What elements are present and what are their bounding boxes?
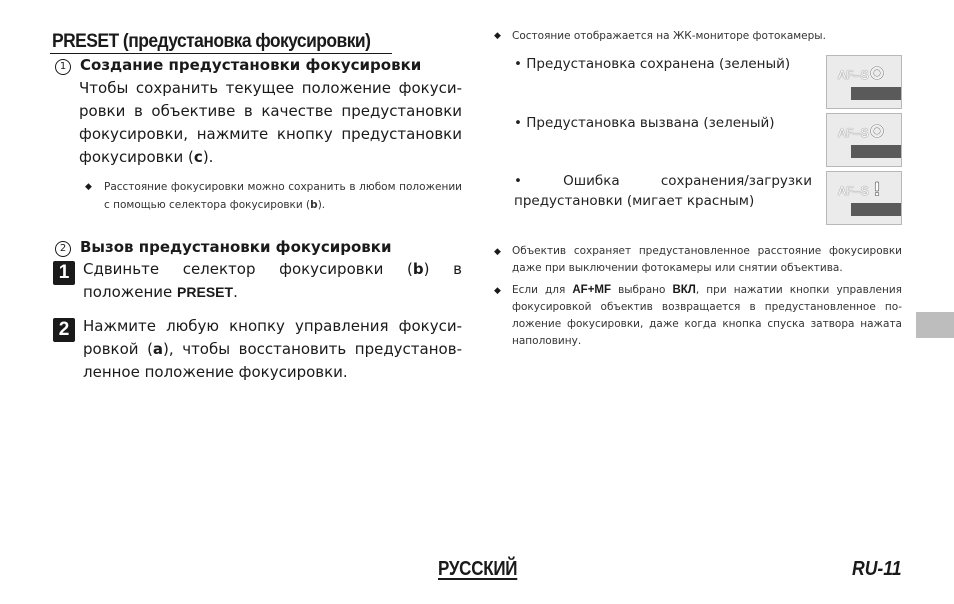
lcd-preview-recalled — [826, 113, 902, 167]
page-title: PRESET (предустановка фокусировки) — [52, 31, 371, 52]
section1-text-before: Чтобы сохранить текущее положение фокусировки в объективе в качестве предустановки фокусировки, нажмите кнопку предустановки фокусировки ( — [79, 79, 462, 166]
step1-text-middle: ) в положение — [83, 260, 462, 301]
section1-key-c: c — [193, 148, 203, 166]
step1-text-before: Сдвиньте селектор фокусировки ( — [83, 260, 413, 278]
step1-preset-value: PRESET — [177, 284, 234, 300]
exclamation-icon — [869, 181, 885, 197]
title-underline — [50, 53, 392, 54]
section1-note-key: b — [310, 199, 318, 211]
state-error-text: • Ошибка сохранения/загрузки предустановки (мигает красным) — [514, 173, 812, 209]
step2-text — [83, 315, 462, 384]
afmf-note-middle: выбрано — [611, 284, 673, 296]
lcd-preview-error — [826, 171, 902, 225]
step2-badge: 2 — [53, 318, 75, 342]
section-thumb-tab — [916, 312, 954, 338]
state-recalled-text: • Предустановка вызвана (зеленый) — [514, 115, 775, 131]
afmf-value: ВКЛ — [672, 284, 696, 296]
lcd-mode-label: AF–S — [838, 68, 869, 82]
section1-note-after: ). — [317, 199, 326, 211]
note-icon — [494, 282, 501, 300]
section1-text-after: ). — [202, 148, 214, 166]
afmf-note — [512, 282, 902, 350]
lcd-mode-label: AF–S — [838, 126, 869, 140]
afmf-note-after: , при нажатии кнопки управления фокусировкой объектив возвращается в предустановленное положение фокусировки, даже когда кнопка спуска затвора нажата наполовину. — [512, 284, 902, 347]
section1-heading-row — [55, 55, 421, 75]
focus-preset-ring-icon — [869, 123, 885, 139]
section2-heading-row — [55, 237, 391, 257]
afmf-note-before: Если для — [512, 284, 573, 296]
step1-badge: 1 — [53, 261, 75, 285]
step2-text-before: Нажмите любую кнопку управления фокусировкой ( — [83, 317, 462, 358]
status-note: Состояние отображается на ЖК-мониторе фотокамеры. — [512, 30, 826, 42]
lcd-bar — [851, 145, 901, 158]
lcd-bar — [851, 203, 901, 216]
step1-text-after: . — [233, 283, 238, 301]
step1-text — [83, 258, 462, 304]
section1-heading: Создание предустановки фокусировки — [80, 56, 422, 74]
section1-note-before: Расстояние фокусировки можно сохранить в любом положении с помощью селектора фокусировки ( — [104, 181, 462, 211]
step2-text-after: ), чтобы восстановить предустановленное положение фокусировки. — [83, 340, 462, 381]
memory-note: Объектив сохраняет предустановленное расстояние фокусировки даже при выключении фотокамеры или снятии объектива. — [512, 245, 902, 274]
focus-preset-ring-icon — [869, 65, 885, 81]
state-saved-text: • Предустановка сохранена (зеленый) — [514, 56, 791, 72]
lcd-mode-label: AF–S — [838, 184, 869, 198]
section2-number: 2 — [55, 241, 71, 257]
note-icon — [494, 27, 501, 45]
afmf-option: AF+MF — [572, 284, 612, 296]
footer-page-number: RU-11 — [852, 558, 902, 580]
note-icon — [494, 243, 501, 261]
lcd-bar — [851, 87, 901, 100]
section1-number: 1 — [55, 59, 71, 75]
footer-language: РУССКИЙ — [438, 558, 518, 580]
section2-heading: Вызов предустановки фокусировки — [80, 238, 392, 256]
section1-body — [79, 77, 462, 169]
note-icon — [85, 178, 92, 196]
section1-note — [104, 178, 462, 214]
lcd-preview-saved — [826, 55, 902, 109]
step1-key-b: b — [412, 260, 424, 278]
step2-key-a: a — [152, 340, 164, 358]
